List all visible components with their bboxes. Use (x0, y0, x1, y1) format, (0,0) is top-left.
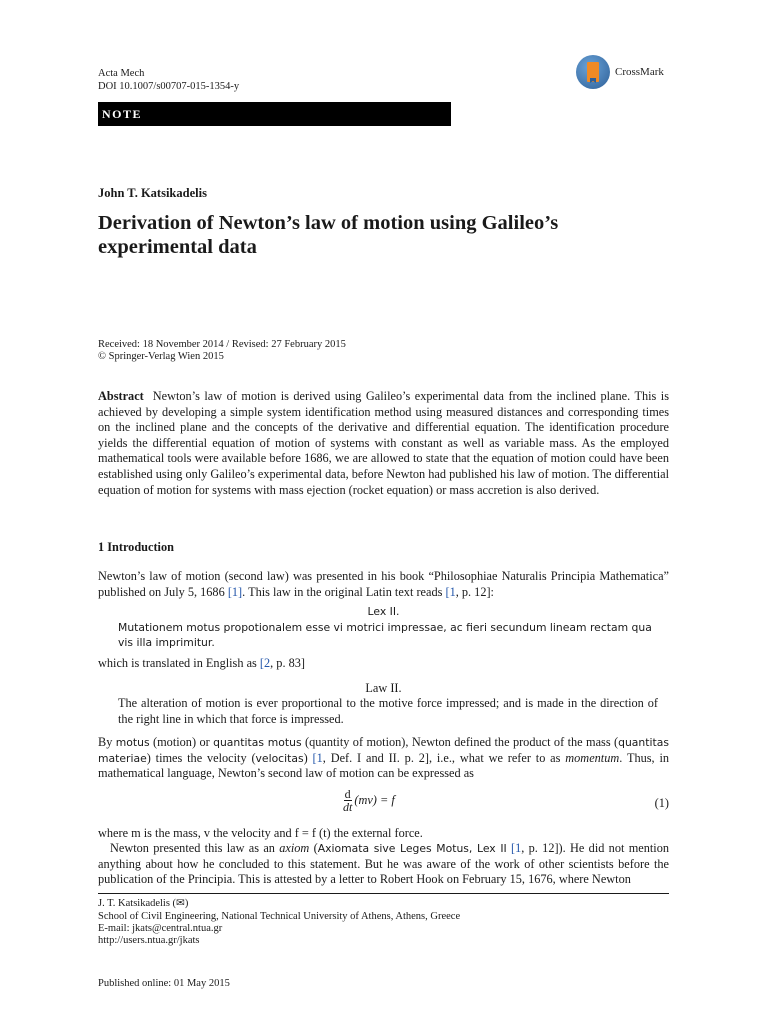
citation-link[interactable]: [1 (312, 750, 323, 765)
copyright: © Springer-Verlag Wien 2015 (98, 351, 224, 362)
published-date: Published online: 01 May 2015 (98, 978, 230, 989)
text-span: . Thus, in mathematical language, Newton’s second law of motion can be expressed as (98, 750, 670, 781)
homepage-url[interactable]: http://users.ntua.gr/jkats (98, 935, 200, 946)
citation-link[interactable]: [1] (227, 584, 243, 599)
translation-intro (98, 656, 669, 672)
latin-term: motus (115, 736, 150, 749)
text-span: Newton presented this law as an (110, 841, 280, 855)
derivative-fraction (343, 788, 352, 813)
intro-paragraph-2 (98, 735, 669, 782)
note-bar: NOTE (98, 102, 451, 126)
text-span: (quantity of motion), Newton defined the product of the mass ( (301, 735, 619, 749)
citation-link[interactable]: [2 (259, 656, 271, 670)
latin-term: quantitas materiae (98, 736, 669, 765)
latin-term: quantitas motus (213, 736, 302, 749)
email-address[interactable]: E-mail: jkats@central.ntua.gr (98, 923, 223, 934)
emphasis-term: momentum (565, 750, 620, 765)
received-dates: Received: 18 November 2014 / Revised: 27 February 2015 (98, 339, 346, 350)
latin-term: velocitas (255, 751, 304, 765)
crossmark-badge[interactable] (576, 55, 664, 89)
section-heading: 1 Introduction (98, 540, 174, 554)
article-title: Derivation of Newton’s law of motion using Galileo’s experimental data (98, 212, 559, 258)
english-quote: The alteration of motion is ever proportional to the motive force impressed; and is made in the direction of the right line in which that force is impressed. (118, 696, 658, 726)
article-page (98, 0, 669, 1024)
abstract-label: Abstract (98, 389, 144, 403)
text-span: , Def. I and II. p. 2], i.e., what we refer to as (322, 750, 566, 765)
equation-rhs: (mv) = f (354, 793, 395, 807)
affiliation: School of Civil Engineering, National Technical University of Athens, Athens, Greece (98, 911, 461, 922)
text-span: ( (309, 841, 318, 855)
emphasis-term: axiom (279, 841, 310, 855)
fraction-denominator: dt (343, 800, 353, 814)
english-title: Law II. (365, 681, 402, 695)
text-span: . This law in the original Latin text reads (242, 584, 446, 599)
latin-quote: Mutationem motus propotionalem esse vi motrici impressae, ac fieri secundum lineam rectam qua vis illa imprimitur. (118, 621, 652, 649)
corresponding-author: J. T. Katsikadelis (✉) (98, 898, 189, 909)
text-span: (motion) or (149, 735, 214, 749)
text-span: , p. 12]). He did not mention anything about how he concluded to this statement. But he was aware of the work of other scientists before the publication of the Principia. This is attested by a letter to Robert Hook on February 15, 1676, where Newton (98, 841, 669, 887)
author-name: John T. Katsikadelis (98, 186, 207, 200)
fraction-numerator: d (344, 787, 351, 801)
text-span: , p. 12]: (455, 584, 494, 599)
intro-paragraph-1 (98, 569, 669, 600)
equation-label: (1) (654, 796, 669, 810)
citation-link[interactable]: [1 (511, 841, 522, 855)
abstract-text: Newton’s law of motion is derived using Galileo’s experimental data from the inclined plane. This is achieved by developing a simple system identification method using measured distances and corresponding times on the inclined plane and the concepts of the derivative and differential equation. The identification procedure yields the differential equation of motion of systems with constant as well as variable mass. As the employed mathematical tools were available before 1686, we are allowed to state that the equation of motion could have been established using only Galileo’s experimental data, before Newton had published his law of motion. The differential equation of motion for systems with mass ejection (rocket equation) or mass accretion is also derived. (98, 389, 669, 497)
citation-link[interactable]: [1 (445, 584, 456, 599)
intro-paragraph-4 (98, 841, 669, 888)
text-span: which is translated in English as (98, 656, 260, 670)
abstract (98, 389, 669, 498)
journal-name: Acta Mech (98, 68, 145, 79)
crossmark-icon (576, 55, 610, 89)
crossmark-label: CrossMark (615, 66, 664, 78)
text-span: Newton’s law of motion (second law) was presented in his book “Philosophiae Naturalis Principia Mathematica” published on July 5, 1686 (98, 569, 669, 599)
latin-title: Lex II. (367, 605, 400, 618)
doi: DOI 10.1007/s00707-015-1354-y (98, 81, 240, 92)
footnote-divider (98, 893, 669, 894)
latin-term: Axiomata sive Leges Motus, Lex II (317, 842, 507, 855)
equation-1 (343, 788, 395, 813)
text-span: ) (303, 750, 313, 765)
text-span: By (98, 735, 116, 749)
text-span: , p. 83] (270, 656, 305, 670)
intro-paragraph-3: where m is the mass, v the velocity and f = f (t) the external force. (98, 826, 423, 840)
text-span: ) times the velocity ( (146, 750, 256, 765)
